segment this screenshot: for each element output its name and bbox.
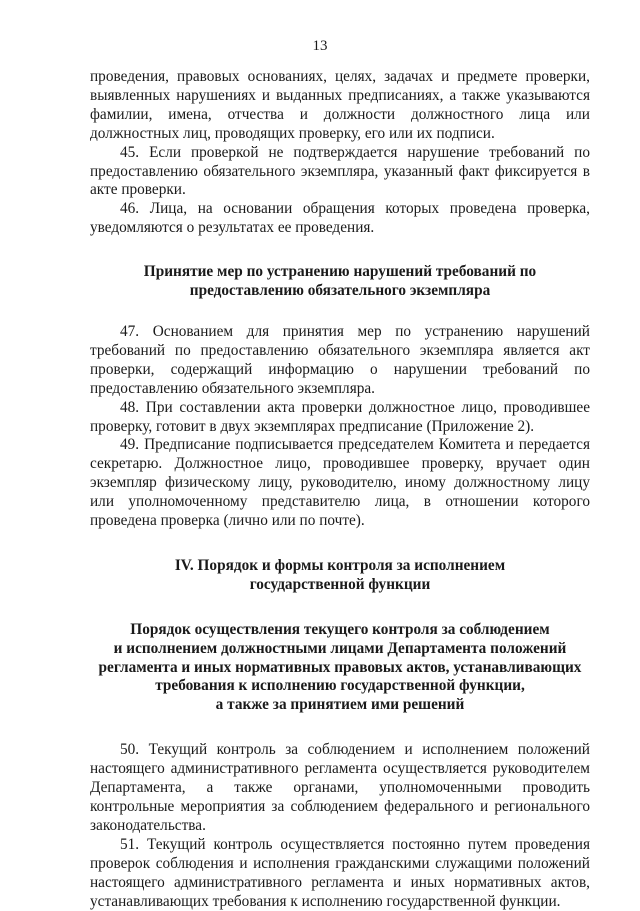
page-number: 13: [312, 38, 328, 54]
heading-section-iv: [90, 557, 590, 595]
heading-line: регламента и иных нормативных правовых актов, устанавливающих: [98, 658, 582, 676]
heading-line: и исполнением должностными лицами Департамента положений: [113, 639, 567, 657]
heading-line: а также за принятием ими решений: [215, 696, 465, 714]
paragraph-45: 45. Если проверкой не подтверждается нарушение требований по предоставлению обязательного экземпляра, указанный факт фиксируется в акте проверки.: [90, 143, 590, 199]
paragraph-continuation: проведения, правовых основаниях, целях, задачах и предмете проверки, выявленных нарушениях и выданных предписаниях, а также указываются фамилии, имена, отчества и должности должностного лица или должностных лиц, проводящих проверку, его или их подписи.: [90, 68, 590, 142]
heading-line: предоставлению обязательного экземпляра: [189, 282, 491, 300]
heading-line: Принятие мер по устранению нарушений требований по: [143, 263, 537, 281]
heading-line: государственной функции: [249, 575, 431, 593]
heading-line: требования к исполнению государственной функции,: [155, 677, 525, 695]
heading-measures: [90, 263, 590, 301]
heading-current-control: [90, 621, 590, 716]
paragraph-49: 49. Предписание подписывается председателем Комитета и передается секретарю. Должностное лицо, проводившее проверку, вручает один экземпляр физическому лицу, руководителю, иному должностному лицу или уполномоченному представителю лица, в отношении которого проведена проверка (лично или по почте).: [90, 436, 590, 530]
paragraph-50: 50. Текущий контроль за соблюдением и исполнением положений настоящего административного регламента осуществляется руководителем Департамента, а также органами, уполномоченными проводить контрольные мероприятия за соблюдением федерального и регионального законодательства.: [90, 741, 590, 834]
document-body: [90, 68, 590, 911]
paragraph-51: 51. Текущий контроль осуществляется постоянно путем проведения проверок соблюдения и исполнения гражданскими служащими положений настоящего административного регламента и иных нормативных актов, устанавливающих требования к исполнению государственной функции.: [90, 835, 590, 910]
paragraph-48: 48. При составлении акта проверки должностное лицо, проводившее проверку, готовит в двух экземплярах предписание (Приложение 2).: [90, 398, 590, 435]
paragraph-46: 46. Лица, на основании обращения которых проведена проверка, уведомляются о результатах ее проведения.: [90, 200, 590, 237]
paragraph-47: 47. Основанием для принятия мер по устранению нарушений требований по предоставлению обязательного экземпляра является акт проверки, содержащий информацию о нарушении требований по предоставлению обязательного экземпляра.: [90, 322, 590, 397]
heading-line: Порядок осуществления текущего контроля за соблюдением: [130, 620, 550, 638]
heading-line: IV. Порядок и формы контроля за исполнением: [174, 556, 506, 574]
